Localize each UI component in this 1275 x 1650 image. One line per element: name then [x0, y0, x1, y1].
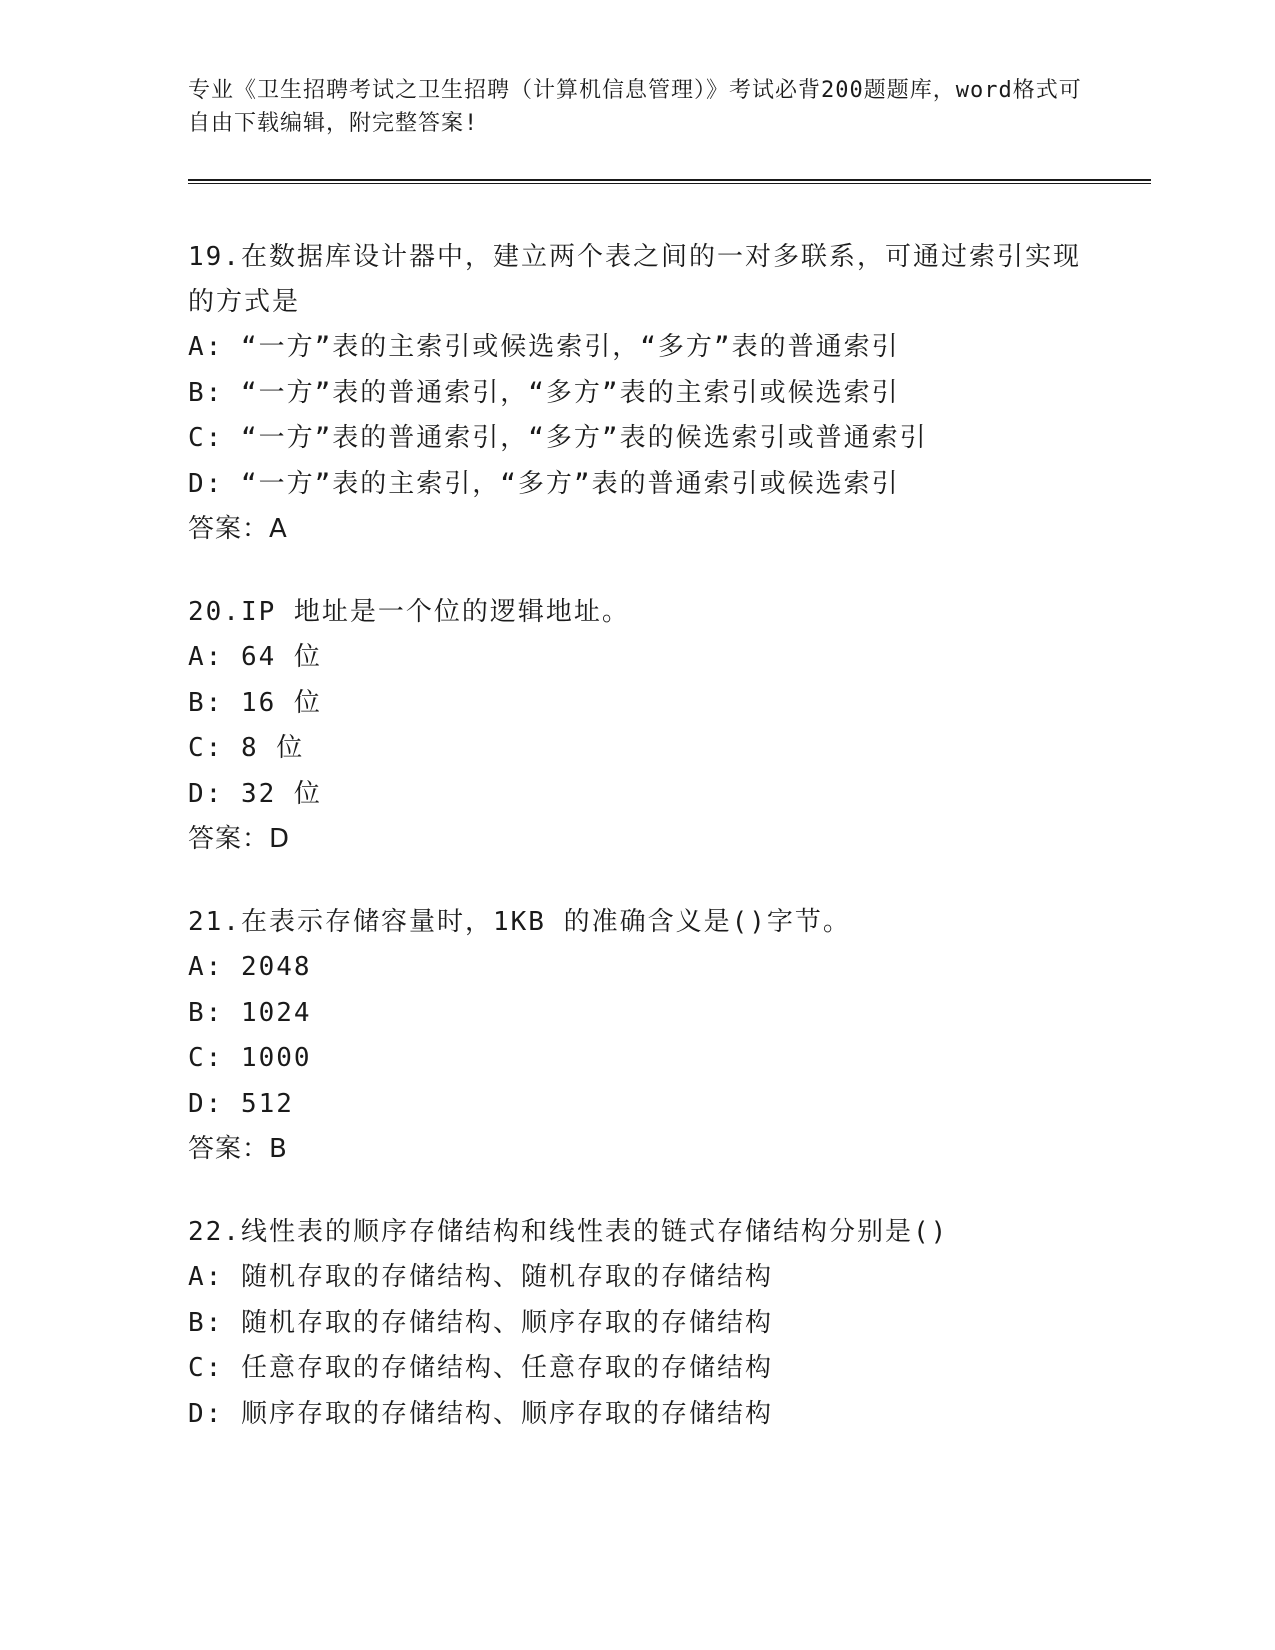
option-a: A: 2048	[188, 952, 312, 982]
answer-line: 答案：A	[188, 514, 288, 544]
question-20	[188, 590, 1088, 862]
option-c: C: “一方”表的普通索引，“多方”表的候选索引或普通索引	[188, 423, 928, 453]
option-a: A: “一方”表的主索引或候选索引，“多方”表的普通索引	[188, 332, 900, 362]
question-22	[188, 1210, 1088, 1437]
option-b: B: 1024	[188, 997, 312, 1028]
option-d: D: 32 位	[188, 778, 322, 809]
option-c: C: 1000	[188, 1043, 312, 1073]
option-d: D: 顺序存取的存储结构、顺序存取的存储结构	[188, 1398, 773, 1429]
document-header: 专业《卫生招聘考试之卫生招聘（计算机信息管理）》考试必背200题题库，word格式可自由下载编辑，附完整答案!	[188, 78, 1082, 136]
question-list	[188, 235, 1088, 1475]
question-stem: 19.在数据库设计器中，建立两个表之间的一对多联系，可通过索引实现的方式是	[188, 242, 1081, 317]
answer-line: 答案：D	[188, 824, 291, 854]
option-b: B: 16 位	[188, 687, 322, 718]
question-stem: 20.IP 地址是一个位的逻辑地址。	[188, 597, 630, 627]
question-21	[188, 900, 1088, 1172]
option-d: D: 512	[188, 1088, 294, 1119]
option-c: C: 8 位	[188, 733, 305, 763]
option-a: A: 64 位	[188, 642, 322, 672]
answer-line: 答案：B	[188, 1134, 288, 1164]
option-c: C: 任意存取的存储结构、任意存取的存储结构	[188, 1353, 773, 1383]
header-divider-thick	[188, 179, 1151, 181]
question-stem: 22.线性表的顺序存储结构和线性表的链式存储结构分别是()	[188, 1217, 949, 1247]
question-stem: 21.在表示存储容量时，1KB 的准确含义是()字节。	[188, 907, 851, 937]
option-b: B: 随机存取的存储结构、顺序存取的存储结构	[188, 1307, 773, 1338]
question-19	[188, 235, 1088, 552]
option-a: A: 随机存取的存储结构、随机存取的存储结构	[188, 1262, 773, 1292]
option-d: D: “一方”表的主索引，“多方”表的普通索引或候选索引	[188, 468, 900, 499]
header-divider-thin	[188, 183, 1151, 184]
option-b: B: “一方”表的普通索引，“多方”表的主索引或候选索引	[188, 377, 900, 408]
